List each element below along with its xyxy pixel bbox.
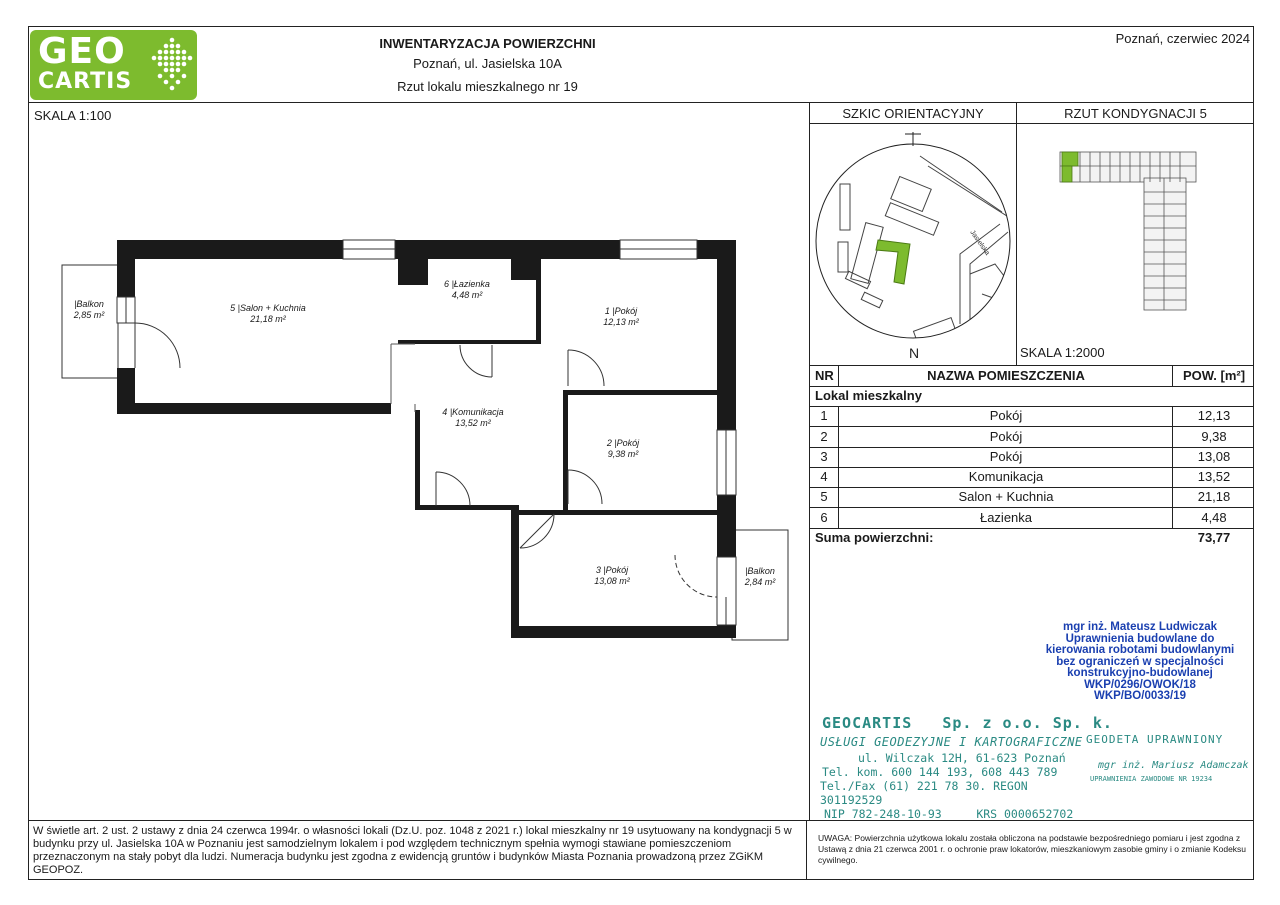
room-6-area: 4,48 m² — [451, 290, 483, 300]
stamp-geodeta-name: mgr inż. Mariusz Adamczak — [1098, 760, 1249, 771]
stamp-address: ul. Wilczak 12H, 61-623 Poznań — [858, 751, 1066, 765]
sketch-floor-divider — [1016, 102, 1017, 365]
row-1-area: 12,13 — [1197, 408, 1231, 423]
logo-text-geo: GEO — [38, 31, 126, 72]
plan-scale: SKALA 1:100 — [34, 108, 112, 123]
row-4-area: 13,52 — [1197, 469, 1231, 484]
balcony-left-label: |Balkon 2,85 m² — [73, 299, 105, 320]
row-6-area: 4,48 — [1201, 510, 1227, 525]
room-6-label: 6 |Łazienka 4,48 m² — [444, 279, 490, 300]
room-6-name: Łazienka — [453, 279, 490, 289]
row-4-name: Komunikacja — [968, 469, 1044, 484]
area-note: UWAGA: Powierzchnia użytkowa lokalu została obliczona na podstawie bezpośredniego pomiaru i jest zgodna z Ustawą z dnia 21 czerwca 2001 r. o ochronie praw lokatorów, mieszkaniowym zasobie gminy i o zmianie Kodeksu cywilnego. — [818, 833, 1247, 865]
balcony-right-area: 2,84 m² — [744, 577, 776, 587]
room-2-area: 9,38 m² — [607, 449, 639, 459]
row-3-area: 13,08 — [1197, 449, 1231, 464]
signature-line-7: WKP/BO/0033/19 — [1093, 690, 1187, 702]
stamp-company-suffix: Sp. z o.o. Sp. k. — [942, 714, 1113, 732]
table-col-line-c — [1172, 365, 1173, 386]
building-highlight — [876, 240, 910, 284]
room-1-number: 1 — [604, 306, 610, 316]
row-5-area: 21,18 — [1197, 489, 1231, 504]
balcony-right-label: |Balkon 2,84 m² — [744, 566, 776, 587]
table-header-area: POW. [m²] — [1182, 368, 1246, 383]
footer-split — [806, 820, 807, 880]
room-1-name: Pokój — [614, 306, 638, 316]
room-4-area: 13,52 m² — [455, 418, 491, 428]
row-6-name: Łazienka — [979, 510, 1033, 525]
table-group: Lokal mieszkalny — [815, 388, 922, 403]
signature-line-4: bez ograniczeń w specjalności — [1056, 655, 1224, 668]
sketch-heading: SZKIC ORIENTACYJNY — [842, 106, 984, 121]
door-swings — [135, 323, 717, 597]
room-3-label: 3 |Pokój 13,08 m² — [594, 565, 630, 586]
document-address: Poznań, ul. Jasielska 10A — [413, 56, 562, 71]
table-col-line-b — [838, 406, 839, 528]
document-title: INWENTARYZACJA POWIERZCHNI — [379, 36, 596, 51]
room-4-number: 4 — [442, 407, 448, 417]
room-3-name: Pokój — [605, 565, 629, 575]
room-3-number: 3 — [595, 565, 601, 575]
room-2-label: 2 |Pokój 9,38 m² — [606, 438, 640, 459]
stamp-phone: Tel. kom. 600 144 193, 608 443 789 — [822, 765, 1058, 779]
room-1-label: 1 |Pokój 12,13 m² — [603, 306, 639, 327]
room-5-name: Salon + Kuchnia — [240, 303, 306, 313]
row-6-nr: 6 — [820, 510, 828, 525]
row-3-name: Pokój — [989, 449, 1023, 464]
signature-line-3: kierowania robotami budowlanymi — [1045, 644, 1235, 656]
stamp-company-name: GEOCARTIS — [822, 714, 913, 732]
balcony-left-area: 2,85 m² — [73, 310, 105, 320]
room-1-area: 12,13 m² — [603, 317, 639, 327]
signature-line-6: WKP/0296/OWOK/18 — [1084, 678, 1196, 691]
stamp-geodeta-license: UPRAWNIENIA ZAWODOWE NR 19234 — [1090, 775, 1213, 783]
row-2-nr: 2 — [820, 429, 828, 444]
balcony-right-name: Balkon — [747, 566, 775, 576]
document-subtitle: Rzut lokalu mieszkalnego nr 19 — [397, 79, 578, 94]
legal-note: W świetle art. 2 ust. 2 ustawy z dnia 24 czerwca 1994r. o własności lokali (Dz.U. poz. 1048 z 2021 r.) lokal mieszkalny nr 19 usytuowany na kondygnacji 5 w budynku przy ul. Jasielska 10A w Poznaniu jest samodzielnym lokalem i pod względem technicznym spełnia wymogi stawiane pomieszczeniom przeznaczonym na stały pobyt dla ludzi. Numeracja budynku jest zgodna z ewidencją gruntów i budynków Miasta Poznania prowadzoną przez ZGiKM GEOPOZ. — [33, 825, 792, 876]
room-3-area: 13,08 m² — [594, 576, 630, 586]
signature-block — [1025, 622, 1255, 703]
room-2-name: Pokój — [616, 438, 640, 448]
signature-line-2: Uprawnienia budowlane do — [1065, 632, 1215, 645]
table-col-line-a — [838, 365, 839, 386]
floor-heading: RZUT KONDYGNACJI 5 — [1064, 106, 1207, 121]
room-4-name: Komunikacja — [452, 407, 504, 417]
table-header-nr: NR — [815, 368, 834, 383]
room-5-label: 5 |Salon + Kuchnia 21,18 m² — [230, 303, 306, 324]
row-5-nr: 5 — [820, 489, 828, 504]
north-arrow-label: N — [909, 345, 920, 361]
row-3-nr: 3 — [820, 449, 828, 464]
row-2-name: Pokój — [989, 429, 1023, 444]
floor-plan-small — [1050, 148, 1200, 318]
stamp-services: USŁUGI GEODEZYJNE I KARTOGRAFICZNE — [820, 735, 1083, 749]
stamp-company — [822, 714, 1113, 732]
table-col-line-d — [1172, 406, 1173, 528]
orientation-sketch — [810, 124, 1016, 364]
room-5-number: 5 — [230, 303, 236, 313]
stamp-fax: Tel./Fax (61) 221 78 30. REGON 301192529 — [820, 779, 1028, 807]
logo-text-cartis: CARTIS — [38, 69, 133, 94]
balcony-left-name: Balkon — [76, 299, 104, 309]
row-4-nr: 4 — [820, 469, 828, 484]
sum-value: 73,77 — [1197, 530, 1231, 545]
table-header-name: NAZWA POMIESZCZENIA — [927, 368, 1085, 383]
floor-scale: SKALA 1:2000 — [1020, 345, 1105, 360]
balcony-left-outline — [62, 265, 118, 378]
room-5-area: 21,18 m² — [250, 314, 286, 324]
room-2-number: 2 — [606, 438, 612, 448]
sum-label: Suma powierzchni: — [815, 530, 934, 545]
signature-line-1: mgr inż. Mateusz Ludwiczak — [1063, 621, 1217, 633]
unit-highlight-left — [1062, 166, 1072, 182]
document-date: Poznań, czerwiec 2024 — [1115, 31, 1250, 46]
row-5-name: Salon + Kuchnia — [958, 489, 1054, 504]
row-2-area: 9,38 — [1201, 429, 1227, 444]
unit-highlight-top — [1062, 152, 1078, 166]
room-4-label: 4 |Komunikacja 13,52 m² — [442, 407, 504, 428]
stamp-nip: NIP 782-248-10-93 KRS 0000652702 — [824, 807, 1074, 821]
room-6-number: 6 — [444, 279, 450, 289]
row-1-name: Pokój — [989, 408, 1023, 423]
row-1-nr: 1 — [820, 408, 828, 423]
street-label: Jasielska — [968, 229, 991, 257]
stamp-details — [820, 751, 1074, 821]
stamp-geodeta: GEODETA UPRAWNIONY — [1086, 733, 1224, 746]
signature-line-5: konstrukcyjno-budowlanej — [1067, 667, 1213, 679]
